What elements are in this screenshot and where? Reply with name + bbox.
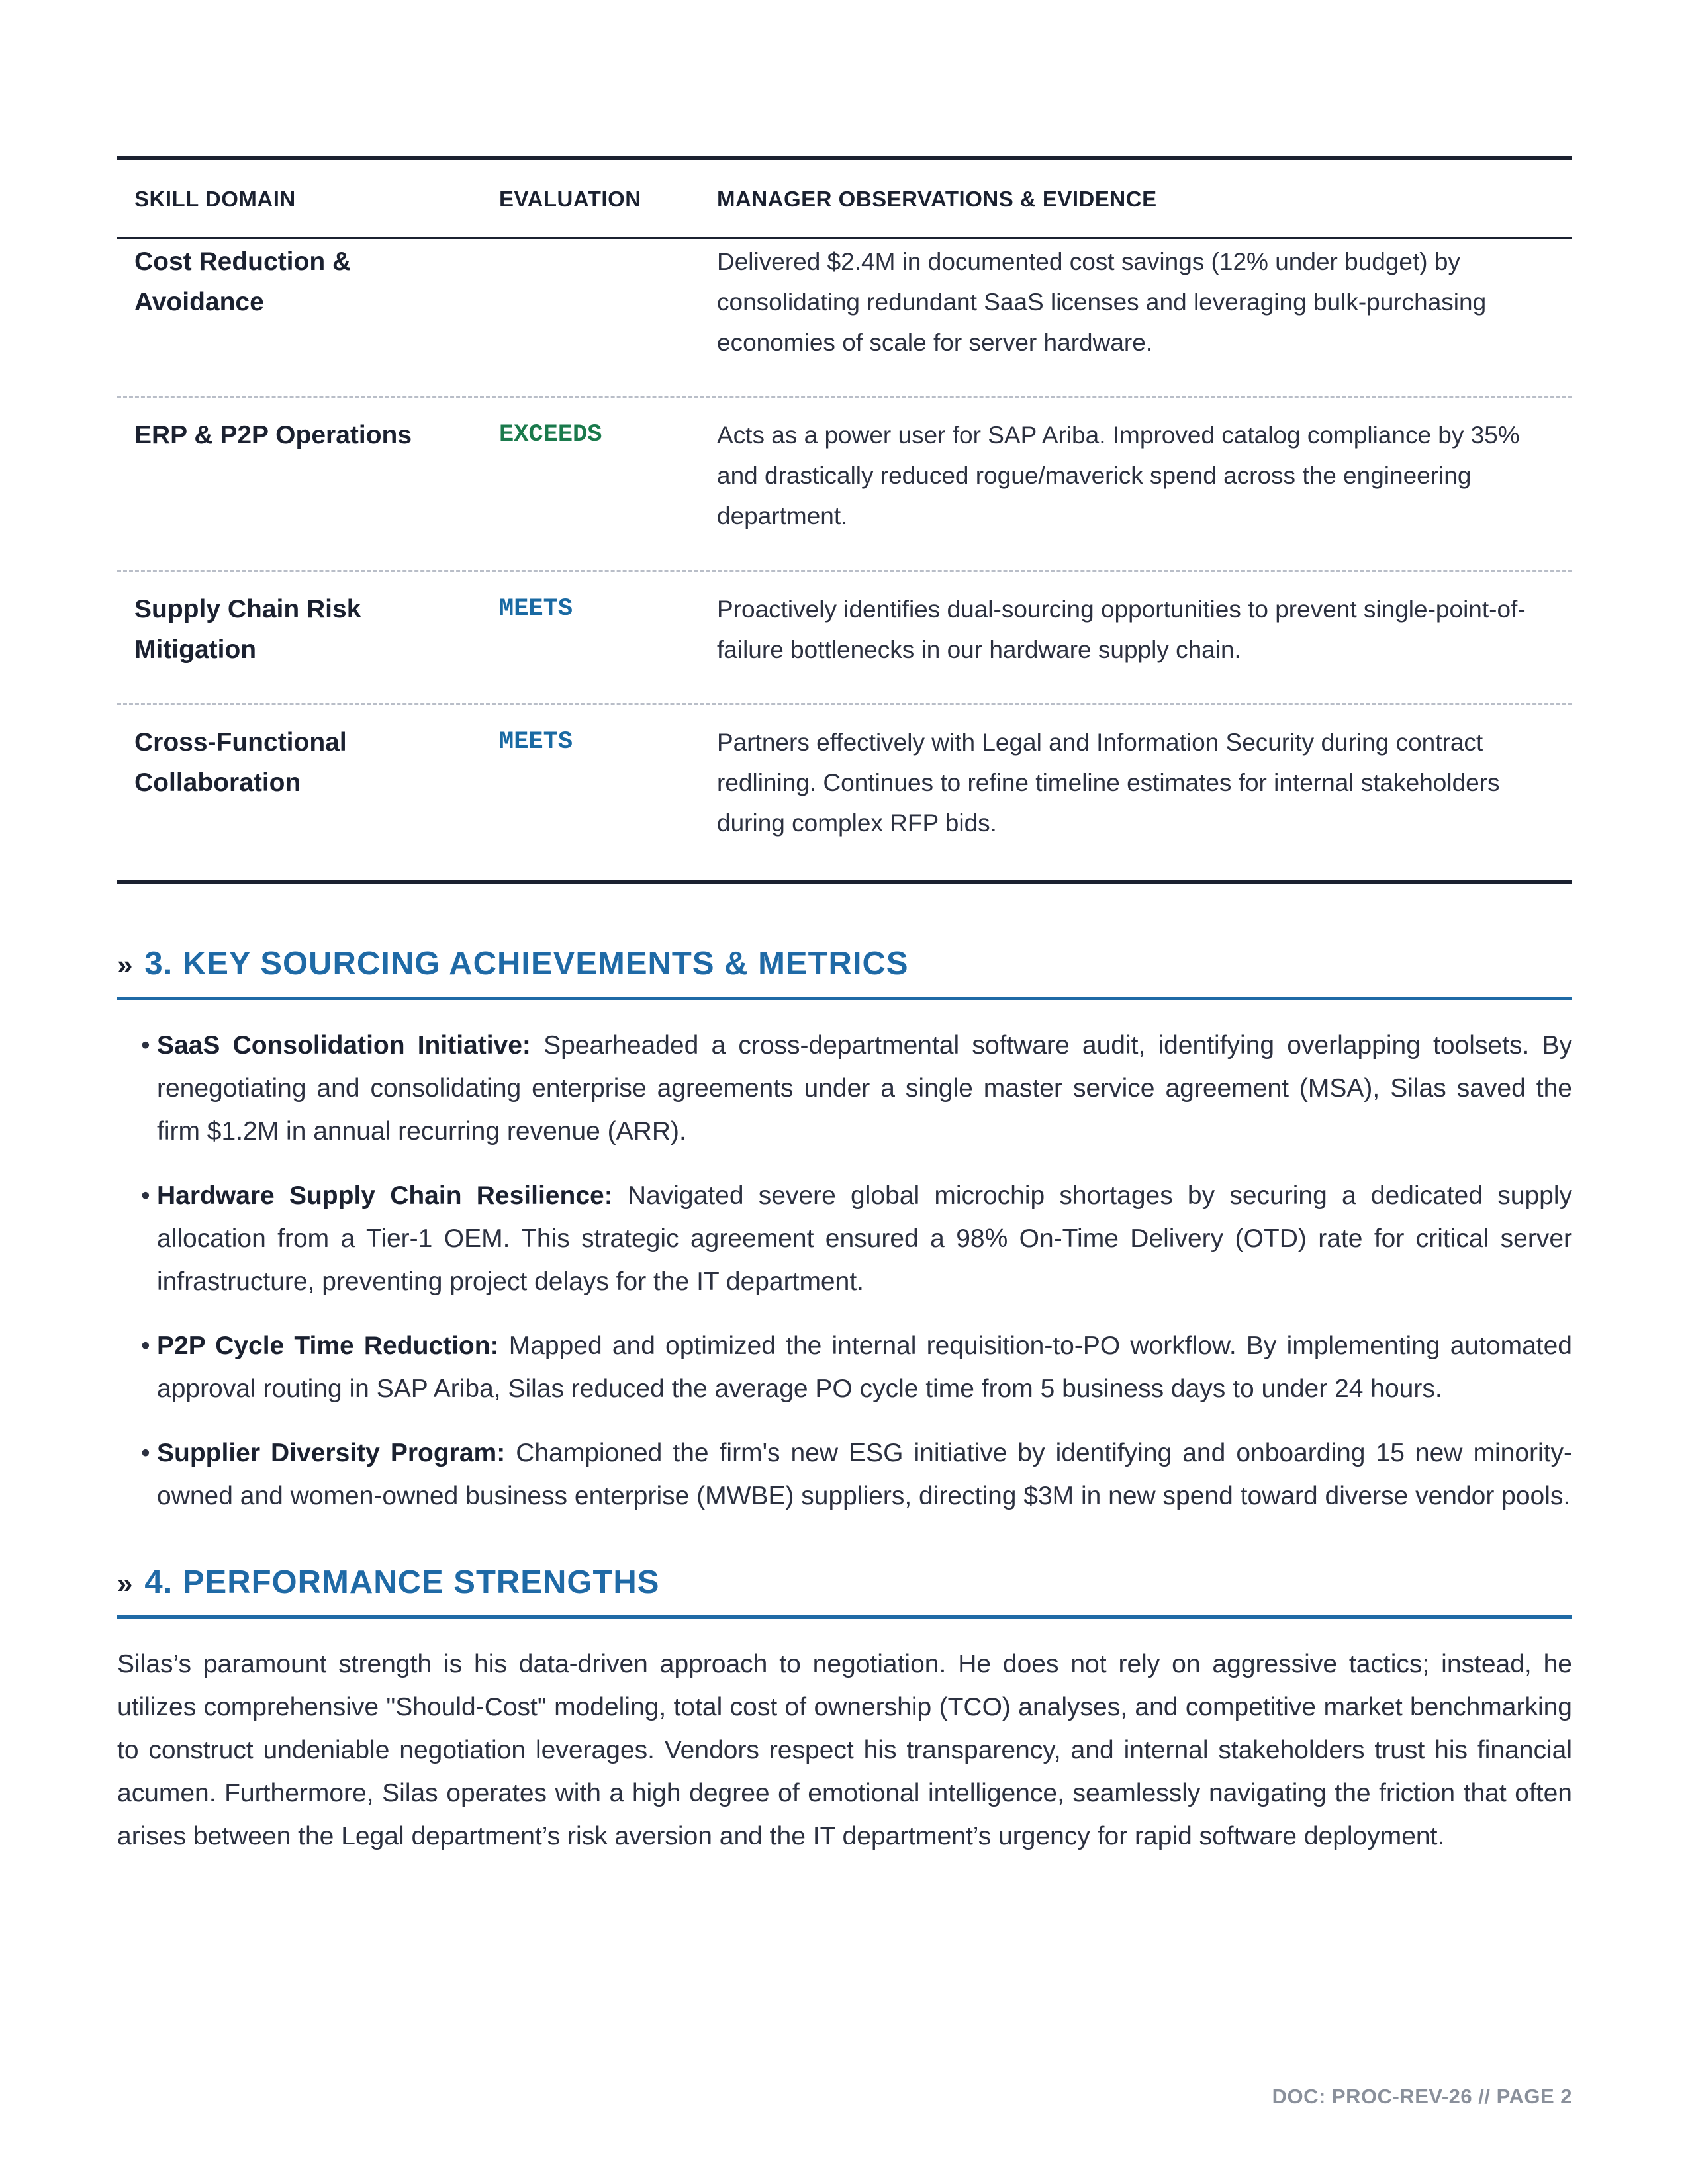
strengths-paragraph: Silas’s paramount strength is his data-driven approach to negotiation. He does not rely on aggressive tactics; instead, he utilizes comprehensive "Should-Cost" modeling, total cost of ownership (TCO) analyses, and competitive market benchmarking to construct undeniable negotiation leverages. Vendors respect his transparency, and internal stakeholders trust his financial acumen. Furthermore, Silas operates with a high degree of emotional intelligence, seamlessly navigating the friction that often arises between the Legal department’s risk aversion and the IT department’s urgency for rapid software deployment. [117,1650,1572,1850]
achievement-text: Navigated severe global microchip shortages by securing a dedicated supply allocation from a Tier-1 OEM. This strategic agreement ensured a 98% On-Time Delivery (OTD) rate for critical server infrastructure, preventing project delays for the IT department. [157,1181,1572,1296]
section-key-achievements [117,945,1572,1518]
achievement-lead: Supplier Diversity Program: [157,1439,506,1467]
table-row [117,570,1572,703]
skill-domain-cell: Cross-Functional Collaboration [134,728,347,797]
table-header [117,160,1572,239]
header-skill-domain: SKILL DOMAIN [134,187,296,211]
observation-cell: Partners effectively with Legal and Information Security during contract redlining. Continues to refine timeline estimates for internal stakeholders during complex RFP bids. [717,729,1500,837]
achievement-lead: Hardware Supply Chain Resilience: [157,1181,613,1210]
table-row [117,239,1572,396]
table-row [117,396,1572,570]
achievement-text: Mapped and optimized the internal requisition-to-PO workflow. By implementing automated approval routing in SAP Ariba, Silas reduced the average PO cycle time from 5 business days to under 24 hours. [157,1332,1572,1403]
header-evaluation: EVALUATION [499,187,641,211]
list-item: • SaaS Consolidation Initiative: Spearheaded a cross-departmental software audit, identifying overlapping toolsets. By renegotiating and consolidating enterprise agreements under a single master service agreement (MSA), Silas saved the firm $1.2M in annual recurring revenue (ARR). [141,1031,1572,1146]
achievements-list [117,1024,1572,1518]
section-performance-strengths [117,1564,1572,1858]
achievement-text: Spearheaded a cross-departmental software audit, identifying overlapping toolsets. By renegotiating and consolidating enterprise agreements under a single master service agreement (MSA), Silas saved the firm $1.2M in annual recurring revenue (ARR). [157,1031,1572,1146]
section-marker: » [117,949,133,980]
achievement-lead: P2P Cycle Time Reduction: [157,1332,499,1360]
document-page [117,156,1572,1884]
skill-domain-cell: Cost Reduction & Avoidance [134,248,352,316]
observation-cell: Proactively identifies dual-sourcing opportunities to prevent single-point-of-failure bottlenecks in our hardware supply chain. [717,596,1526,663]
list-item: • P2P Cycle Time Reduction: Mapped and optimized the internal requisition-to-PO workflow. By implementing automated approval routing in SAP Ariba, Silas reduced the average PO cycle time from 5 business days to under 24 hours. [141,1332,1572,1403]
header-observations: MANAGER OBSERVATIONS & EVIDENCE [717,187,1157,211]
observation-cell: Delivered $2.4M in documented cost savings (12% under budget) by consolidating redundant SaaS licenses and leveraging bulk-purchasing economies of scale for server hardware. [717,248,1487,356]
page-footer-reference: DOC: PROC-REV-26 // PAGE 2 [1272,2085,1572,2108]
skills-evaluation-table [117,156,1572,884]
list-item: • Supplier Diversity Program: Championed the firm's new ESG initiative by identifying and onboarding 15 new minority-owned and women-owned business enterprise (MWBE) suppliers, directing $3M in new spend toward diverse vendor pools. [141,1439,1572,1510]
achievement-text: Championed the firm's new ESG initiative by identifying and onboarding 15 new minority-owned and women-owned business enterprise (MWBE) suppliers, directing $3M in new spend toward diverse vendor pools. [157,1439,1572,1510]
list-item: • Hardware Supply Chain Resilience: Navigated severe global microchip shortages by securing a dedicated supply allocation from a Tier-1 OEM. This strategic agreement ensured a 98% On-Time Delivery (OTD) rate for critical server infrastructure, preventing project delays for the IT department. [141,1181,1572,1296]
skill-domain-cell: Supply Chain Risk Mitigation [134,595,361,664]
observation-cell: Acts as a power user for SAP Ariba. Improved catalog compliance by 35% and drastically reduced rogue/maverick spend across the engineering department. [717,422,1520,529]
section-heading [117,1564,1572,1619]
table-row [117,703,1572,880]
section-title: 4. PERFORMANCE STRENGTHS [144,1565,660,1600]
evaluation-badge-exceeds: EXCEEDS [499,421,602,449]
section-heading [117,945,1572,1000]
evaluation-badge-meets: MEETS [499,595,573,623]
achievement-lead: SaaS Consolidation Initiative: [157,1031,531,1060]
section-marker: » [117,1568,133,1599]
section-title: 3. KEY SOURCING ACHIEVEMENTS & METRICS [144,946,909,981]
evaluation-badge-meets: MEETS [499,728,573,756]
skill-domain-cell: ERP & P2P Operations [134,421,412,449]
